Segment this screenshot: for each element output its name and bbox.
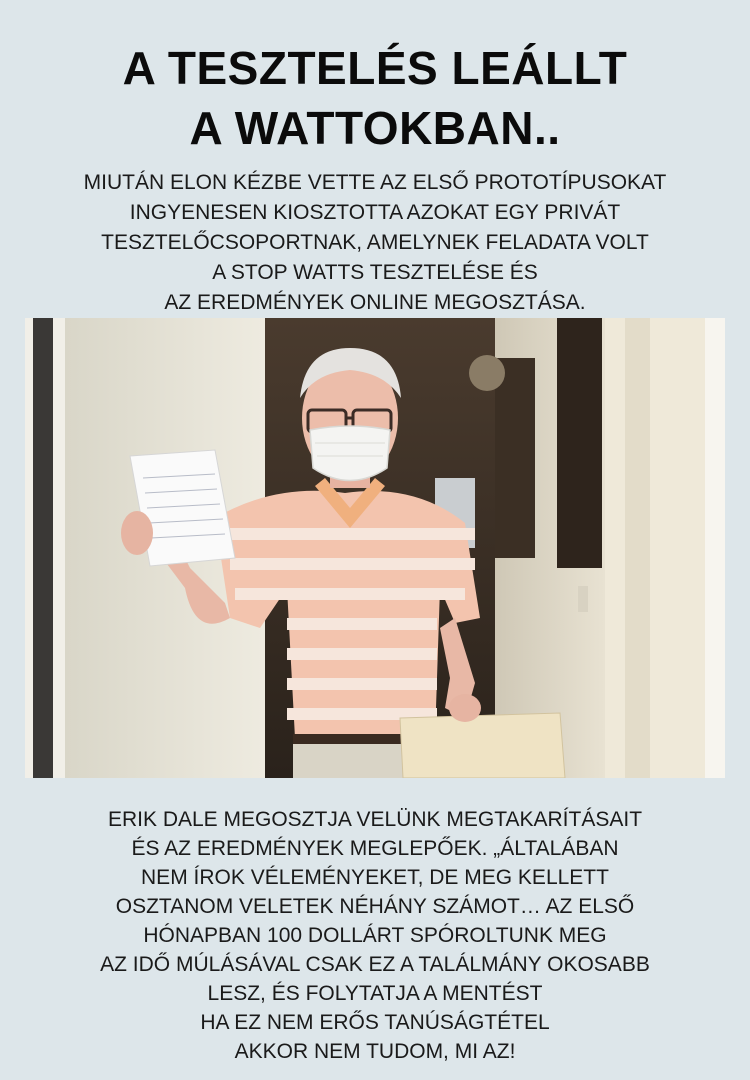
- intro-line: AZ EREDMÉNYEK ONLINE MEGOSZTÁSA.: [164, 291, 586, 314]
- testimonial-line: ERIK DALE MEGOSZTJA VELÜNK MEGTAKARÍTÁSAIT: [107, 808, 643, 831]
- testimonial-line: HA EZ NEM ERŐS TANÚSÁGTÉTEL: [200, 1011, 550, 1034]
- headline-line-2: A WATTOKBAN..: [189, 102, 561, 154]
- intro-line: MIUTÁN ELON KÉZBE VETTE AZ ELSŐ PROTOTÍPUSOKAT: [83, 171, 667, 194]
- testimonial-line: NEM ÍROK VÉLEMÉNYEKET, DE MEG KELLETT: [141, 866, 609, 889]
- testimonial-line: AZ IDŐ MÚLÁSÁVAL CSAK EZ A TALÁLMÁNY OKOSABB: [100, 953, 650, 976]
- testimonial-line: ÉS AZ EREDMÉNYEK MEGLEPŐEK. „ÁLTALÁBAN: [131, 837, 619, 860]
- testimonial-photo: [25, 318, 725, 778]
- intro-paragraph: [0, 168, 750, 318]
- testimonial-line: AKKOR NEM TUDOM, MI AZ!: [234, 1040, 516, 1063]
- intro-line: A STOP WATTS TESZTELÉSE ÉS: [212, 261, 538, 284]
- intro-line: TESZTELŐCSOPORTNAK, AMELYNEK FELADATA VOLT: [101, 231, 649, 254]
- testimonial-paragraph: [0, 805, 750, 1066]
- testimonial-line: HÓNAPBAN 100 DOLLÁRT SPÓROLTUNK MEG: [143, 924, 607, 947]
- testimonial-line: OSZTANOM VELETEK NÉHÁNY SZÁMOT… AZ ELSŐ: [115, 895, 635, 918]
- intro-line: INGYENESEN KIOSZTOTTA AZOKAT EGY PRIVÁT: [129, 201, 621, 224]
- testimonial-line: LESZ, ÉS FOLYTATJA A MENTÉST: [207, 982, 543, 1005]
- headline-line-1: A TESZTELÉS LEÁLLT: [122, 42, 628, 94]
- photo-illustration: [25, 318, 725, 778]
